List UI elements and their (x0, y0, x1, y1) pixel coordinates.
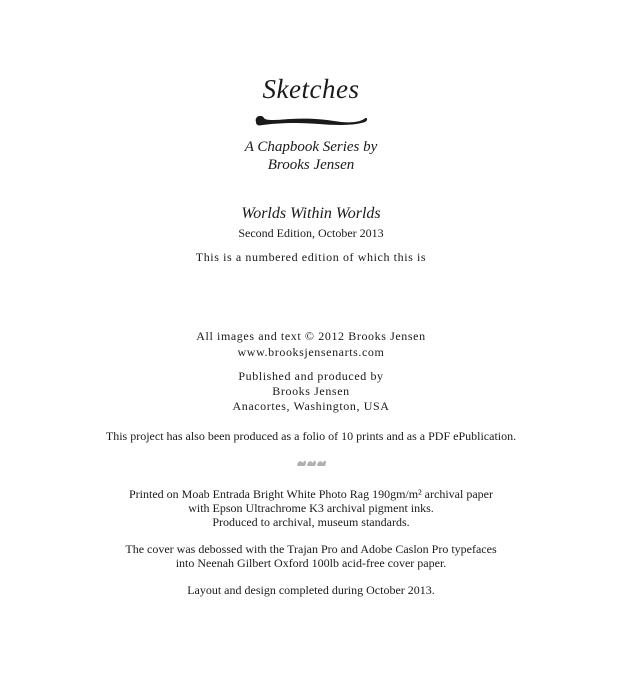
folio-note: This project has also been produced as a folio of 10 prints and as a PDF ePublication. (105, 429, 517, 443)
print-details-line1: Printed on Moab Entrada Bright White Photo Rag 190gm/m² archival paper (129, 487, 493, 501)
published-by-line: Published and produced by (238, 369, 384, 383)
print-details-line3: Produced to archival, museum standards. (212, 515, 410, 529)
numbered-edition-line: This is a numbered edition of which this is (195, 250, 427, 264)
publisher-name: Brooks Jensen (272, 384, 350, 398)
cover-details-line2: into Neenah Gilbert Oxford 100lb acid-free cover paper. (175, 556, 447, 570)
copyright-line: All images and text © 2012 Brooks Jensen (196, 329, 426, 343)
edition-line: Second Edition, October 2013 (238, 226, 384, 240)
print-details-line2: with Epson Ultrachrome K3 archival pigment inks. (188, 501, 434, 515)
website-line: www.brooksjensenarts.com (237, 345, 385, 359)
series-byline: A Chapbook Series by (244, 139, 378, 155)
cover-details-line1: The cover was debossed with the Trajan Pro and Adobe Caslon Pro typefaces (125, 542, 497, 556)
book-series-title: Sketches (262, 74, 360, 104)
ornament-divider-icon (296, 459, 326, 467)
publisher-location: Anacortes, Washington, USA (232, 399, 390, 413)
flourish-divider-icon (250, 111, 372, 129)
series-author: Brooks Jensen (267, 157, 355, 173)
layout-note: Layout and design completed during October 2013. (187, 583, 435, 597)
book-title: Worlds Within Worlds (241, 205, 381, 222)
